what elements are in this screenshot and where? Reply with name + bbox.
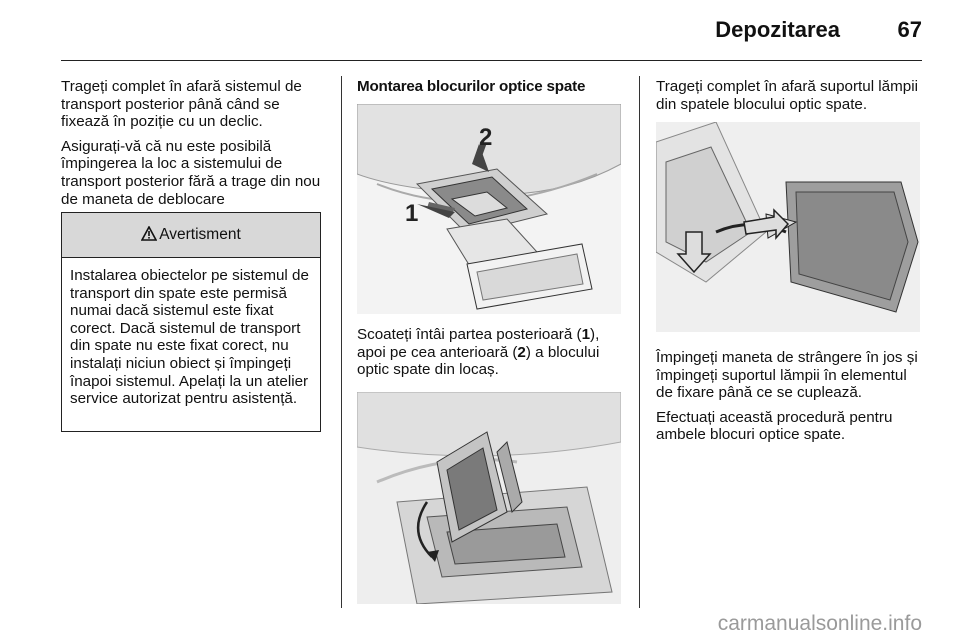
page-number: 67: [897, 17, 922, 42]
figure-label-1: 1: [405, 200, 419, 227]
text-part-b: ), apoi pe cea anterioară (: [357, 326, 600, 361]
paragraph-ensure: Asigurați-vă că nu este posibilă împingerea la loc a sistemului de transport posterior fără a trage din nou de maneta de deblocare: [61, 137, 321, 208]
column-divider-1: [341, 76, 342, 608]
text-part-a: Scoateți întâi partea posterioară (: [357, 326, 582, 343]
header-rule: [61, 60, 922, 61]
warning-box: [61, 212, 321, 432]
section-heading: Montarea blocurilor optice spate: [357, 78, 586, 95]
column-3-lower: [656, 349, 924, 451]
column-1: [61, 78, 323, 215]
column-divider-2: [639, 76, 640, 608]
paragraph-both-units: Efectuați această procedură pentru ambele blocuri optice spate.: [656, 408, 893, 444]
ref-number-1: 1: [581, 326, 591, 343]
paragraph-pull-holder: Trageți complet în afară suportul lămpii din spatele blocului optic spate.: [656, 78, 918, 113]
figure-light-unit-removed: [357, 392, 621, 604]
page-header: [0, 0, 960, 62]
warning-title-bar: [62, 213, 320, 258]
figure-remove-light-unit: [357, 104, 621, 314]
paragraph-remove-order: [357, 326, 625, 379]
warning-triangle-icon: [141, 226, 157, 244]
warning-title: Avertisment: [159, 226, 241, 243]
figure-lamp-holder: [656, 122, 920, 332]
page-title: Depozitarea: [715, 17, 840, 42]
column-2: [357, 78, 625, 104]
column-3: [656, 78, 924, 120]
paragraph-pull-out: Trageți complet în afară sistemul de transport posterior până când se fixează în poziție cu un declic.: [61, 78, 302, 131]
text-part-c: ) a blocului optic spate din locaș.: [357, 343, 600, 379]
warning-text: Instalarea obiectelor pe sistemul de transport din spate este permisă numai dacă sistemul este fixat corect. Dacă sistemul de transport din spate nu este fixat corect, nu instalați niciun obiect și împingeți înapoi sistemul. Apelați la un atelier service autorizat pentru asistență.: [70, 267, 309, 408]
paragraph-push-lever: Împingeți maneta de strângere în jos și împingeți suportul lămpii în elementul de fixare până ce se cuplează.: [656, 349, 918, 402]
watermark: carmanualsonline.info: [717, 612, 922, 635]
figure-label-2: 2: [479, 124, 493, 151]
ref-number-2: 2: [517, 343, 526, 361]
